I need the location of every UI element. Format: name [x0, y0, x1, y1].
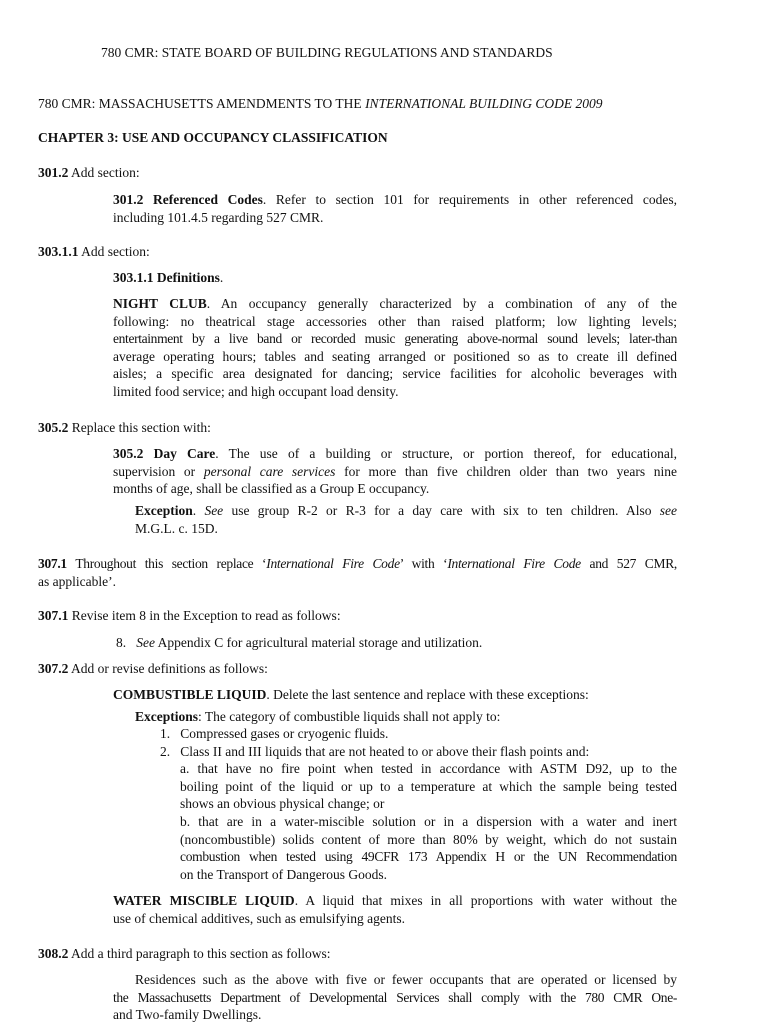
section-number: 303.1.1 — [38, 244, 79, 259]
exception-label: Exception — [135, 503, 193, 518]
section-heading: 303.1.1 Definitions — [113, 270, 220, 285]
definition-text: . A liquid that mixes in all proportions with water without the — [294, 893, 678, 908]
item-number: 1. — [160, 726, 171, 741]
item-number: 2. — [160, 744, 171, 759]
section-heading: 301.2 Referenced Codes — [113, 192, 263, 207]
exceptions-intro — [135, 708, 500, 726]
section-number: 307.1 — [38, 556, 67, 571]
instruction-text: Add a third paragraph to this section as follows: — [68, 946, 331, 961]
water-miscible-liquid-definition — [113, 892, 677, 927]
body-text: . The use of a building or structure, or portion thereof, for educational, — [215, 446, 677, 461]
italic-term: personal care services — [203, 463, 336, 479]
section-number: 307.1 — [38, 608, 69, 623]
section-307-2-instruction — [38, 660, 268, 678]
defined-term: NIGHT CLUB — [113, 296, 207, 311]
day-care-definition — [113, 445, 677, 498]
body-text: . — [192, 503, 205, 518]
definition-text: . Delete the last sentence and replace with these exceptions: — [266, 687, 589, 702]
sub-item-text: boiling point of the liquid or up to a temperature at which the sample being tested — [180, 778, 677, 794]
see-reference: See — [204, 503, 224, 518]
paragraph-text: the Massachusetts Department of Developmental Services shall comply with the 780 CMR One- — [113, 989, 677, 1005]
chapter-heading: CHAPTER 3: USE AND OCCUPANCY CLASSIFICATION — [38, 130, 388, 145]
definition-text: average operating hours; tables and seating arranged or positioned so as to create ill defined — [113, 348, 677, 364]
see-reference: See — [136, 635, 155, 650]
body-text: supervision or — [113, 463, 204, 479]
sub-item-text: (noncombustible) solids content of more than 80% by weight, which do not sustain — [180, 831, 677, 847]
section-307-1-instruction — [38, 607, 341, 625]
instruction-text: Add section: — [68, 165, 140, 180]
definition-text: aisles; a specific area designated for dancing; service facilities for alcoholic beverages with — [113, 366, 677, 382]
section-303-1-1-heading — [113, 269, 223, 287]
item-text: Class II and III liquids that are not heated to or above their flash points and: — [180, 744, 590, 759]
italic-term: International Fire Code — [266, 556, 400, 571]
section-308-2-instruction — [38, 945, 330, 963]
heading-period: . — [219, 270, 224, 285]
combustible-liquid-definition — [113, 686, 589, 704]
section-303-1-1-instruction — [38, 243, 150, 261]
body-text: for more than five children older than two years nine — [335, 463, 678, 479]
section-301-2-instruction — [38, 164, 140, 182]
body-text: ’ with ‘ — [399, 556, 448, 571]
section-305-2-instruction — [38, 419, 211, 437]
sub-item-text: combustion when tested using 49CFR 173 Appendix H or the UN Recommendation — [180, 849, 677, 865]
definition-text: use of chemical additives, such as emulsifying agents. — [113, 910, 406, 926]
see-reference: see — [659, 503, 678, 518]
exception-item-1 — [160, 725, 388, 743]
sub-item-text: shows an obvious physical change; or — [180, 796, 385, 812]
body-text: use group R-2 or R-3 for a day care with six to ten children. Also — [223, 503, 660, 518]
sub-item-text: a. that have no fire point when tested in accordance with ASTM D92, up to the — [180, 761, 677, 776]
body-text: months of age, shall be classified as a Group E occupancy. — [113, 481, 430, 497]
exception-sub-a — [180, 760, 677, 813]
instruction-text: Add section: — [78, 244, 150, 259]
defined-term: COMBUSTIBLE LIQUID — [113, 687, 267, 702]
item-text: Appendix C for agricultural material storage and utilization. — [154, 635, 483, 650]
instruction-text: Add or revise definitions as follows: — [68, 661, 268, 676]
sub-item-text: on the Transport of Dangerous Goods. — [180, 866, 387, 882]
defined-term: WATER MISCIBLE LIQUID — [113, 893, 295, 908]
sub-item-text: b. that are in a water-miscible solution or in a dispersion with a water and inert — [180, 814, 677, 829]
item-number: 8. — [116, 635, 127, 650]
body-text: Throughout this section replace ‘ — [66, 556, 267, 571]
section-heading: 305.2 Day Care — [113, 446, 216, 461]
body-text: . Refer to section 101 for requirements in other referenced codes, — [262, 192, 677, 207]
document-title — [38, 95, 602, 113]
instruction-text: Revise item 8 in the Exception to read as follows: — [68, 608, 341, 623]
exception-sub-b — [180, 813, 677, 883]
section-number: 301.2 — [38, 165, 69, 180]
italic-term: International Fire Code — [447, 556, 581, 571]
section-number: 307.2 — [38, 661, 69, 676]
exception-item-2 — [160, 743, 589, 761]
body-text: including 101.4.5 regarding 527 CMR. — [113, 209, 324, 225]
paragraph-text: Residences such as the above with five or fewer occupants that are operated or licensed by — [135, 972, 677, 987]
exception-item-8 — [116, 634, 482, 652]
exceptions-label: Exceptions — [135, 709, 199, 724]
document-title-prefix: 780 CMR: MASSACHUSETTS AMENDMENTS TO THE — [38, 96, 366, 111]
section-number: 308.2 — [38, 946, 69, 961]
section-307-1-replacement — [38, 555, 677, 590]
definition-text: . An occupancy generally characterized by a combination of any of the — [206, 296, 677, 311]
definition-text: following: no theatrical stage accessories other than raised platform; low lighting levels; — [113, 313, 677, 329]
day-care-exception — [135, 502, 677, 537]
paragraph-text: and Two-family Dwellings. — [113, 1007, 262, 1023]
body-text: and 527 CMR, — [580, 556, 677, 571]
body-text: M.G.L. c. 15D. — [135, 520, 218, 536]
document-title-code-name: INTERNATIONAL BUILDING CODE 2009 — [365, 96, 603, 111]
section-301-2-body — [113, 191, 677, 226]
night-club-definition — [113, 295, 677, 401]
section-308-2-paragraph — [113, 971, 677, 1024]
body-text: : The category of combustible liquids shall not apply to: — [198, 709, 501, 724]
section-number: 305.2 — [38, 420, 69, 435]
instruction-text: Replace this section with: — [68, 420, 211, 435]
definition-text: limited food service; and high occupant load density. — [113, 383, 399, 399]
item-text: Compressed gases or cryogenic fluids. — [180, 726, 389, 741]
body-text: as applicable’. — [38, 573, 116, 589]
running-header: 780 CMR: STATE BOARD OF BUILDING REGULATIONS AND STANDARDS — [101, 45, 553, 60]
definition-text: entertainment by a live band or recorded music generating above-normal sound levels; later-than — [113, 331, 677, 347]
